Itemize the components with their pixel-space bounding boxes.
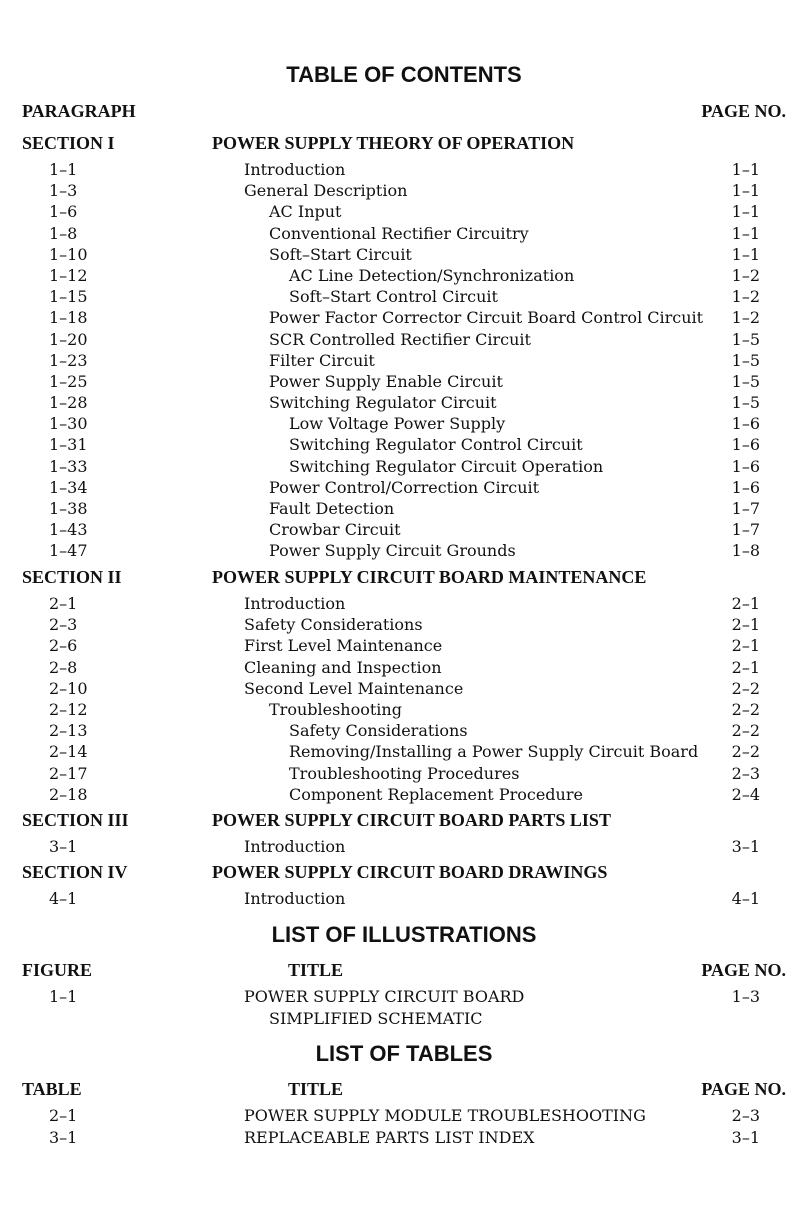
toc-entry: [0, 456, 808, 477]
tables-col-title: TITLE: [288, 1079, 344, 1099]
page-number: 1–2: [731, 308, 760, 328]
page-number: 2–3: [731, 763, 760, 783]
toc-title: TABLE OF CONTENTS: [286, 62, 522, 87]
entry-title: Soft–Start Control Circuit: [289, 287, 498, 307]
paragraph-number: 1–8: [49, 223, 78, 243]
toc-entry: [0, 741, 808, 762]
illustrations-column-headers: [22, 960, 786, 982]
illustrations-col-figure: FIGURE: [22, 960, 93, 980]
page-number: 2–2: [731, 742, 760, 762]
paragraph-number: 1–38: [49, 499, 88, 518]
section-3-entries: [0, 836, 808, 857]
paragraph-number: 1–31: [49, 435, 88, 455]
tables-column-headers: [22, 1079, 786, 1101]
table-page: 2–3: [731, 1106, 760, 1125]
toc-entry: [0, 888, 808, 909]
page-number: 2–1: [731, 615, 760, 635]
entry-title: Safety Considerations: [244, 615, 423, 635]
page-number: 2–1: [731, 657, 760, 677]
paragraph-number: 1–47: [49, 541, 88, 561]
table-title: REPLACEABLE PARTS LIST INDEX: [244, 1128, 535, 1147]
tables-list: [0, 1105, 808, 1149]
entry-title: Soft–Start Circuit: [269, 244, 412, 264]
page-number: 1–1: [731, 181, 760, 201]
toc-entry: [0, 244, 808, 265]
entry-title: Introduction: [244, 889, 346, 908]
entry-title: Crowbar Circuit: [269, 520, 401, 540]
page-number: 1–6: [731, 435, 760, 455]
page-number: 3–1: [731, 837, 760, 856]
toc-entry: [0, 836, 808, 857]
paragraph-number: 1–15: [49, 287, 88, 307]
page-number: 1–1: [731, 244, 760, 264]
page-number: 1–5: [731, 350, 760, 370]
section-number: SECTION I: [22, 133, 115, 153]
list-item: [0, 1127, 808, 1149]
table-number: 3–1: [49, 1128, 78, 1147]
toc-entry: [0, 593, 808, 614]
page-number: 1–2: [731, 265, 760, 285]
toc-entry: [0, 784, 808, 805]
page-number: 2–2: [731, 699, 760, 719]
page-number: 4–1: [731, 889, 760, 908]
paragraph-number: 2–1: [49, 594, 78, 613]
toc-col-page-no: PAGE NO.: [701, 101, 786, 121]
paragraph-number: 2–17: [49, 763, 88, 783]
tables-title: LIST OF TABLES: [315, 1041, 493, 1066]
paragraph-number: 1–25: [49, 371, 88, 391]
toc-entry: [0, 477, 808, 498]
toc-entry: [0, 519, 808, 540]
entry-title: Component Replacement Procedure: [289, 784, 583, 804]
entry-title: Low Voltage Power Supply: [289, 414, 506, 434]
entry-title: Safety Considerations: [289, 721, 468, 741]
page-number: 1–5: [731, 371, 760, 391]
paragraph-number: 2–13: [49, 721, 88, 741]
paragraph-number: 2–6: [49, 636, 78, 656]
tables-col-page-no: PAGE NO.: [701, 1079, 786, 1099]
section-3-header: [22, 810, 786, 832]
toc-entry: [0, 413, 808, 434]
page-number: 1–6: [731, 456, 760, 476]
entry-title: Power Supply Enable Circuit: [269, 371, 503, 391]
toc-entry: [0, 540, 808, 561]
entry-title: General Description: [244, 181, 408, 201]
entry-title: Switching Regulator Circuit Operation: [289, 456, 604, 476]
section-title: POWER SUPPLY CIRCUIT BOARD MAINTENANCE: [212, 567, 647, 587]
entry-title: Power Supply Circuit Grounds: [269, 541, 516, 561]
toc-entry: [0, 657, 808, 678]
page-number: 1–7: [731, 499, 760, 518]
page-number: 2–2: [731, 678, 760, 698]
entry-title: Troubleshooting: [269, 699, 402, 719]
paragraph-number: 1–28: [49, 393, 88, 413]
entry-title: Troubleshooting Procedures: [289, 763, 520, 783]
list-item: [0, 1105, 808, 1127]
page-number: 2–4: [731, 784, 760, 804]
paragraph-number: 4–1: [49, 889, 78, 908]
section-1-entries: [0, 159, 808, 562]
entry-title: Power Control/Correction Circuit: [269, 477, 540, 497]
paragraph-number: 2–14: [49, 742, 88, 762]
paragraph-number: 3–1: [49, 837, 78, 856]
toc-entry: [0, 720, 808, 741]
illustrations-col-title: TITLE: [288, 960, 344, 980]
paragraph-number: 2–18: [49, 784, 88, 804]
section-number: SECTION IV: [22, 862, 128, 882]
figure-page: 1–3: [731, 987, 760, 1006]
toc-entry: [0, 265, 808, 286]
figure-title: POWER SUPPLY CIRCUIT BOARD: [244, 987, 525, 1006]
paragraph-number: 1–34: [49, 477, 88, 497]
page-number: 1–1: [731, 160, 760, 179]
toc-entry: [0, 392, 808, 413]
entry-title: Switching Regulator Circuit: [269, 393, 497, 413]
toc-entry: [0, 498, 808, 519]
toc-entry: [0, 329, 808, 350]
toc-entry: [0, 180, 808, 201]
paragraph-number: 1–33: [49, 456, 88, 476]
table-title: POWER SUPPLY MODULE TROUBLESHOOTING: [244, 1106, 646, 1125]
entry-title: Second Level Maintenance: [244, 678, 464, 698]
section-title: POWER SUPPLY CIRCUIT BOARD DRAWINGS: [212, 862, 608, 882]
section-2-entries: [0, 593, 808, 805]
page-number: 1–8: [731, 541, 760, 561]
page-number: 1–1: [731, 223, 760, 243]
entry-title: First Level Maintenance: [244, 636, 443, 656]
illustrations-title: LIST OF ILLUSTRATIONS: [271, 922, 537, 947]
entry-title: Introduction: [244, 160, 346, 179]
toc-entry: [0, 434, 808, 455]
toc-entry: [0, 159, 808, 180]
toc-entry: [0, 307, 808, 328]
figure-number: 1–1: [49, 987, 78, 1006]
section-number: SECTION II: [22, 567, 122, 587]
entry-title: Cleaning and Inspection: [244, 657, 442, 677]
paragraph-number: 1–18: [49, 308, 88, 328]
list-item: [0, 986, 808, 1008]
toc-col-paragraph: PARAGRAPH: [22, 101, 136, 121]
page-number: 2–2: [731, 721, 760, 741]
page-number: 2–1: [731, 636, 760, 656]
toc-entry: [0, 201, 808, 222]
toc-entry: [0, 223, 808, 244]
paragraph-number: 2–3: [49, 615, 78, 635]
toc-entry: [0, 763, 808, 784]
table-number: 2–1: [49, 1106, 78, 1125]
table-page: 3–1: [731, 1128, 760, 1147]
entry-title: SCR Controlled Rectifier Circuit: [269, 329, 531, 349]
toc-entry: [0, 678, 808, 699]
entry-title: Removing/Installing a Power Supply Circuit Board: [289, 742, 699, 762]
paragraph-number: 1–3: [49, 181, 78, 201]
paragraph-number: 1–23: [49, 350, 88, 370]
illustrations-col-page-no: PAGE NO.: [701, 960, 786, 980]
list-item-continuation: [0, 1008, 808, 1030]
toc-entry: [0, 286, 808, 307]
section-title: POWER SUPPLY THEORY OF OPERATION: [212, 133, 575, 153]
entry-title: AC Input: [269, 202, 342, 222]
entry-title: Power Factor Corrector Circuit Board Control Circuit: [269, 308, 704, 328]
tables-col-table: TABLE: [22, 1079, 82, 1099]
page-number: 1–6: [731, 414, 760, 434]
page-number: 1–1: [731, 202, 760, 222]
page-number: 1–5: [731, 393, 760, 413]
page-number: 2–1: [731, 594, 760, 613]
entry-title: Switching Regulator Control Circuit: [289, 435, 583, 455]
entry-title: Filter Circuit: [269, 350, 375, 370]
paragraph-number: 1–1: [49, 160, 78, 179]
entry-title: Fault Detection: [269, 499, 395, 518]
paragraph-number: 2–8: [49, 657, 78, 677]
page-number: 1–5: [731, 329, 760, 349]
illustrations-list: [0, 986, 808, 1030]
section-2-header: [22, 567, 786, 589]
paragraph-number: 2–12: [49, 699, 88, 719]
toc-entry: [0, 350, 808, 371]
section-number: SECTION III: [22, 810, 129, 830]
paragraph-number: 1–10: [49, 244, 88, 264]
toc-entry: [0, 635, 808, 656]
paragraph-number: 1–43: [49, 520, 88, 540]
page-number: 1–6: [731, 477, 760, 497]
page-number: 1–7: [731, 520, 760, 540]
entry-title: Introduction: [244, 837, 346, 856]
section-4-entries: [0, 888, 808, 909]
paragraph-number: 1–30: [49, 414, 88, 434]
entry-title: AC Line Detection/Synchronization: [289, 265, 575, 285]
toc-entry: [0, 614, 808, 635]
toc-entry: [0, 371, 808, 392]
toc-column-headers: [22, 101, 786, 123]
toc-entry: [0, 699, 808, 720]
entry-title: Introduction: [244, 594, 346, 613]
figure-title-continued: SIMPLIFIED SCHEMATIC: [269, 1009, 483, 1028]
section-4-header: [22, 862, 786, 884]
paragraph-number: 1–12: [49, 265, 88, 285]
paragraph-number: 2–10: [49, 678, 88, 698]
section-title: POWER SUPPLY CIRCUIT BOARD PARTS LIST: [212, 810, 611, 830]
page-number: 1–2: [731, 287, 760, 307]
paragraph-number: 1–6: [49, 202, 78, 222]
paragraph-number: 1–20: [49, 329, 88, 349]
section-1-header: [22, 133, 786, 155]
entry-title: Conventional Rectifier Circuitry: [269, 223, 529, 243]
